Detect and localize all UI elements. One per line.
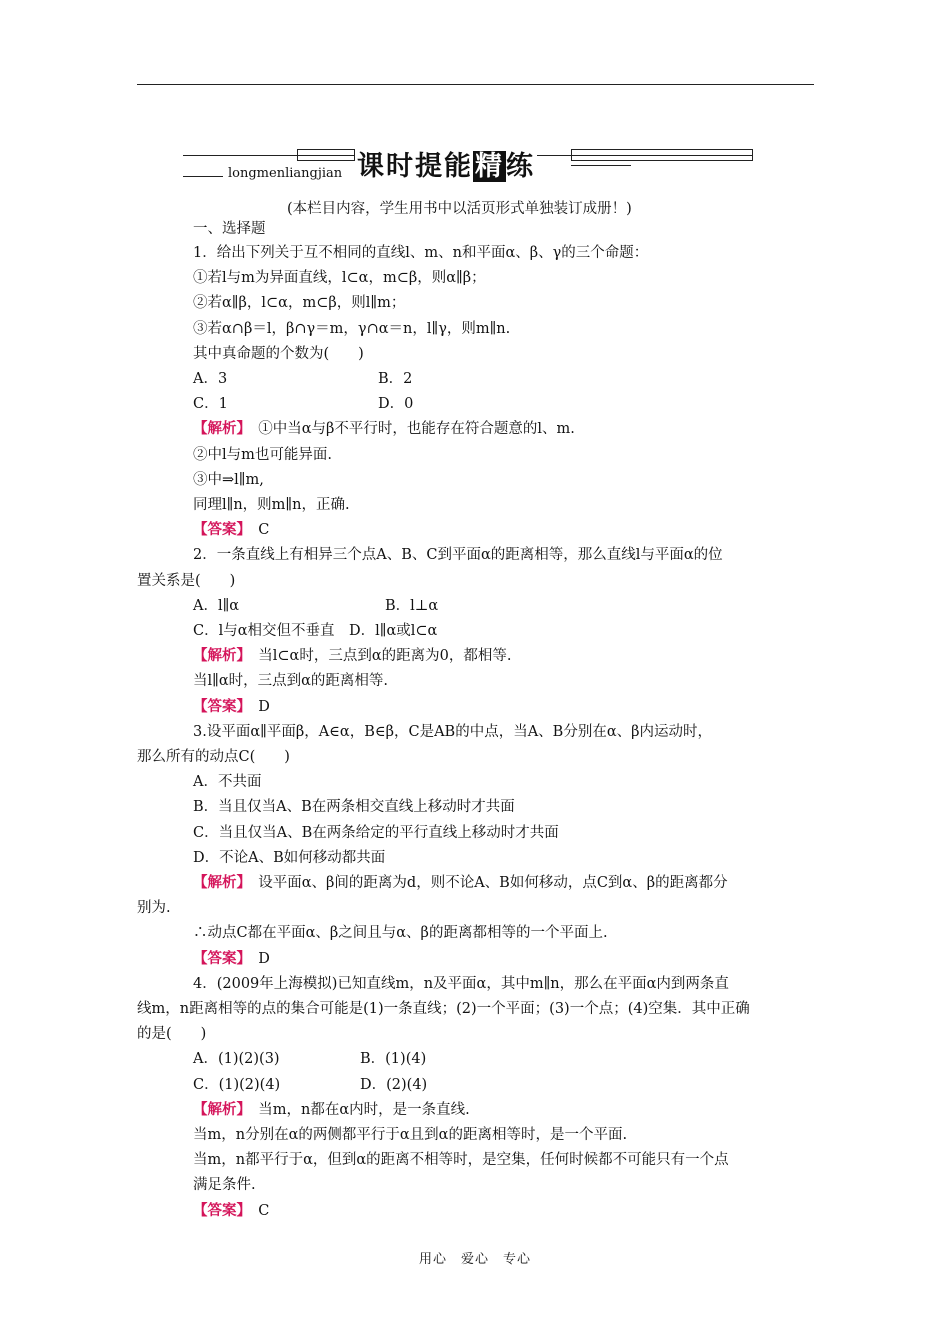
line-text: 当l∥α时，三点到α的距离相等. xyxy=(193,673,389,690)
line-text: ③中⇒l∥m, xyxy=(193,471,264,488)
text-line xyxy=(193,1100,470,1120)
option-text: B．l⊥α xyxy=(385,597,439,614)
analysis-tag: 【解析】 xyxy=(193,874,244,891)
text-line xyxy=(137,571,235,591)
line-text: 置关系是( ) xyxy=(137,572,236,589)
line-text: D xyxy=(243,698,270,715)
text-line xyxy=(193,923,608,943)
text-line xyxy=(193,1125,627,1145)
text-line xyxy=(137,898,171,918)
line-text: A．不共面 xyxy=(193,774,262,791)
banner xyxy=(183,138,753,186)
answer-tag: 【答案】 xyxy=(193,1201,244,1219)
line-text: C xyxy=(243,1202,270,1219)
text-line xyxy=(137,999,750,1019)
answer-tag: 【答案】 xyxy=(193,521,244,539)
note: (本栏目内容，学生用书中以活页形式单独装订成册！) xyxy=(287,201,632,217)
line-text: D．不论A、B如何移动都共面 xyxy=(193,849,386,866)
line-text: 3.设平面α∥平面β，A∈α，B∈β，C是AB的中点，当A、B分别在α、β内运动时， xyxy=(193,723,712,740)
line-text: 2．一条直线上有相异三个点A、B、C到平面α的距离相等，那么直线l与平面α的位 xyxy=(193,547,723,564)
line-text: A．3 xyxy=(193,371,228,387)
text-line xyxy=(193,974,729,994)
answer-tag: 【答案】 xyxy=(193,697,244,715)
line-text: 同理l∥n，则m∥n，正确. xyxy=(193,497,350,513)
text-line xyxy=(193,697,270,717)
line-text: 4．(2009年上海模拟)已知直线m，n及平面α，其中m∥n，那么在平面α内到两条直 xyxy=(193,975,729,992)
line-text: C．当且仅当A、B在两条给定的平行直线上移动时才共面 xyxy=(193,824,559,841)
text-line xyxy=(193,1150,729,1170)
text-line xyxy=(193,949,270,969)
line-text: 那么所有的动点C( ) xyxy=(137,749,290,765)
line-text: C．1 xyxy=(193,396,228,413)
text-line xyxy=(193,369,227,389)
text-line xyxy=(193,319,510,339)
text-line xyxy=(193,797,515,817)
text-line xyxy=(193,596,239,616)
text-line xyxy=(137,1024,206,1044)
line-text: ②中l与m也可能异面. xyxy=(193,446,332,463)
option-text: D．(2)(4) xyxy=(360,1076,428,1093)
banner-subtitle: longmenliangjian xyxy=(228,166,343,181)
line-text: C．(1)(2)(4) xyxy=(193,1076,281,1093)
text-line xyxy=(193,823,559,843)
text-line xyxy=(137,747,290,767)
line-text: ∴动点C都在平面α、β之间且与α、β的距离都相等的一个平面上. xyxy=(193,925,608,942)
line-text: 当m，n分别在α的两侧都平行于α且到α的距离相等时，是一个平面. xyxy=(193,1127,628,1143)
text-line xyxy=(193,1049,280,1069)
option-text: B．2 xyxy=(378,371,413,387)
line-text: C．l与α相交但不垂直 D．l∥α或l⊂α xyxy=(193,623,438,639)
text-line xyxy=(193,545,723,565)
text-line xyxy=(193,1075,280,1095)
line-text: 其中真命题的个数为( ) xyxy=(193,345,364,362)
line-text: ①若l与m为异面直线，l⊂α，m⊂β，则α∥β； xyxy=(193,270,486,287)
line-text: ①中当α与β不平行时，也能存在符合题意的l、m. xyxy=(243,421,575,438)
line-text: 设平面α、β间的距离为d，则不论A、B如何移动，点C到α、β的距离都分 xyxy=(243,875,728,891)
banner-title-post: 练 xyxy=(506,151,535,182)
text-line xyxy=(193,873,728,893)
line-text: 当m，n都平行于α，但到α的距离不相等时，是空集，任何时候都不可能只有一个点 xyxy=(193,1152,729,1169)
text-line xyxy=(193,621,437,641)
analysis-tag: 【解析】 xyxy=(193,420,244,438)
line-text: 别为. xyxy=(137,900,171,917)
line-text: 当l⊂α时，三点到α的距离为0，都相等. xyxy=(243,648,512,665)
analysis-tag: 【解析】 xyxy=(193,1100,244,1118)
line-text: 的是( ) xyxy=(137,1026,207,1043)
text-line xyxy=(193,495,350,515)
text-line xyxy=(193,394,228,414)
line-text: 线m，n距离相等的点的集合可能是(1)一条直线；(2)一个平面；(3)一个点；(4)空集．其中正确 xyxy=(137,1001,750,1017)
option-text: B．(1)(4) xyxy=(360,1051,427,1068)
text-line xyxy=(193,1201,269,1221)
text-line xyxy=(193,268,486,288)
line-text: C xyxy=(243,522,270,539)
text-line xyxy=(193,445,332,465)
section-heading: 一、选择题 xyxy=(193,221,266,237)
option-text: D．0 xyxy=(378,396,414,413)
line-text: 1．给出下列关于互不相同的直线l、m、n和平面α、β、γ的三个命题： xyxy=(193,245,649,261)
banner-title-pre: 课时提能 xyxy=(357,151,473,182)
line-text: 满足条件. xyxy=(193,1177,256,1194)
text-line xyxy=(193,646,511,666)
banner-line-lower-right xyxy=(571,165,631,166)
line-text: 当m，n都在α内时，是一条直线. xyxy=(243,1101,470,1118)
line-text: A．(1)(2)(3) xyxy=(193,1051,280,1068)
line-text: ③若α∩β＝l，β∩γ＝m，γ∩α＝n，l∥γ，则m∥n. xyxy=(193,320,511,337)
top-rule xyxy=(137,84,814,85)
text-line xyxy=(193,419,575,439)
text-line xyxy=(193,243,648,263)
answer-tag: 【答案】 xyxy=(193,949,244,967)
text-line xyxy=(193,470,264,490)
line-text: D xyxy=(243,950,270,967)
text-line xyxy=(193,344,364,364)
banner-title-highlight: 精 xyxy=(475,151,504,182)
banner-title xyxy=(355,144,537,183)
banner-line-lower xyxy=(183,176,223,177)
analysis-tag: 【解析】 xyxy=(193,647,244,665)
text-line xyxy=(193,293,405,313)
text-line xyxy=(193,722,712,742)
text-line xyxy=(193,848,385,868)
text-line xyxy=(193,772,261,792)
line-text: A．l∥α xyxy=(193,597,240,614)
footer: 用心 爱心 专心 xyxy=(418,1252,531,1267)
text-line xyxy=(193,671,388,691)
line-text: ②若α∥β，l⊂α，m⊂β，则l∥m； xyxy=(193,295,406,312)
line-text: B．当且仅当A、B在两条相交直线上移动时才共面 xyxy=(193,799,515,816)
text-line xyxy=(193,520,269,540)
text-line xyxy=(193,1175,256,1195)
